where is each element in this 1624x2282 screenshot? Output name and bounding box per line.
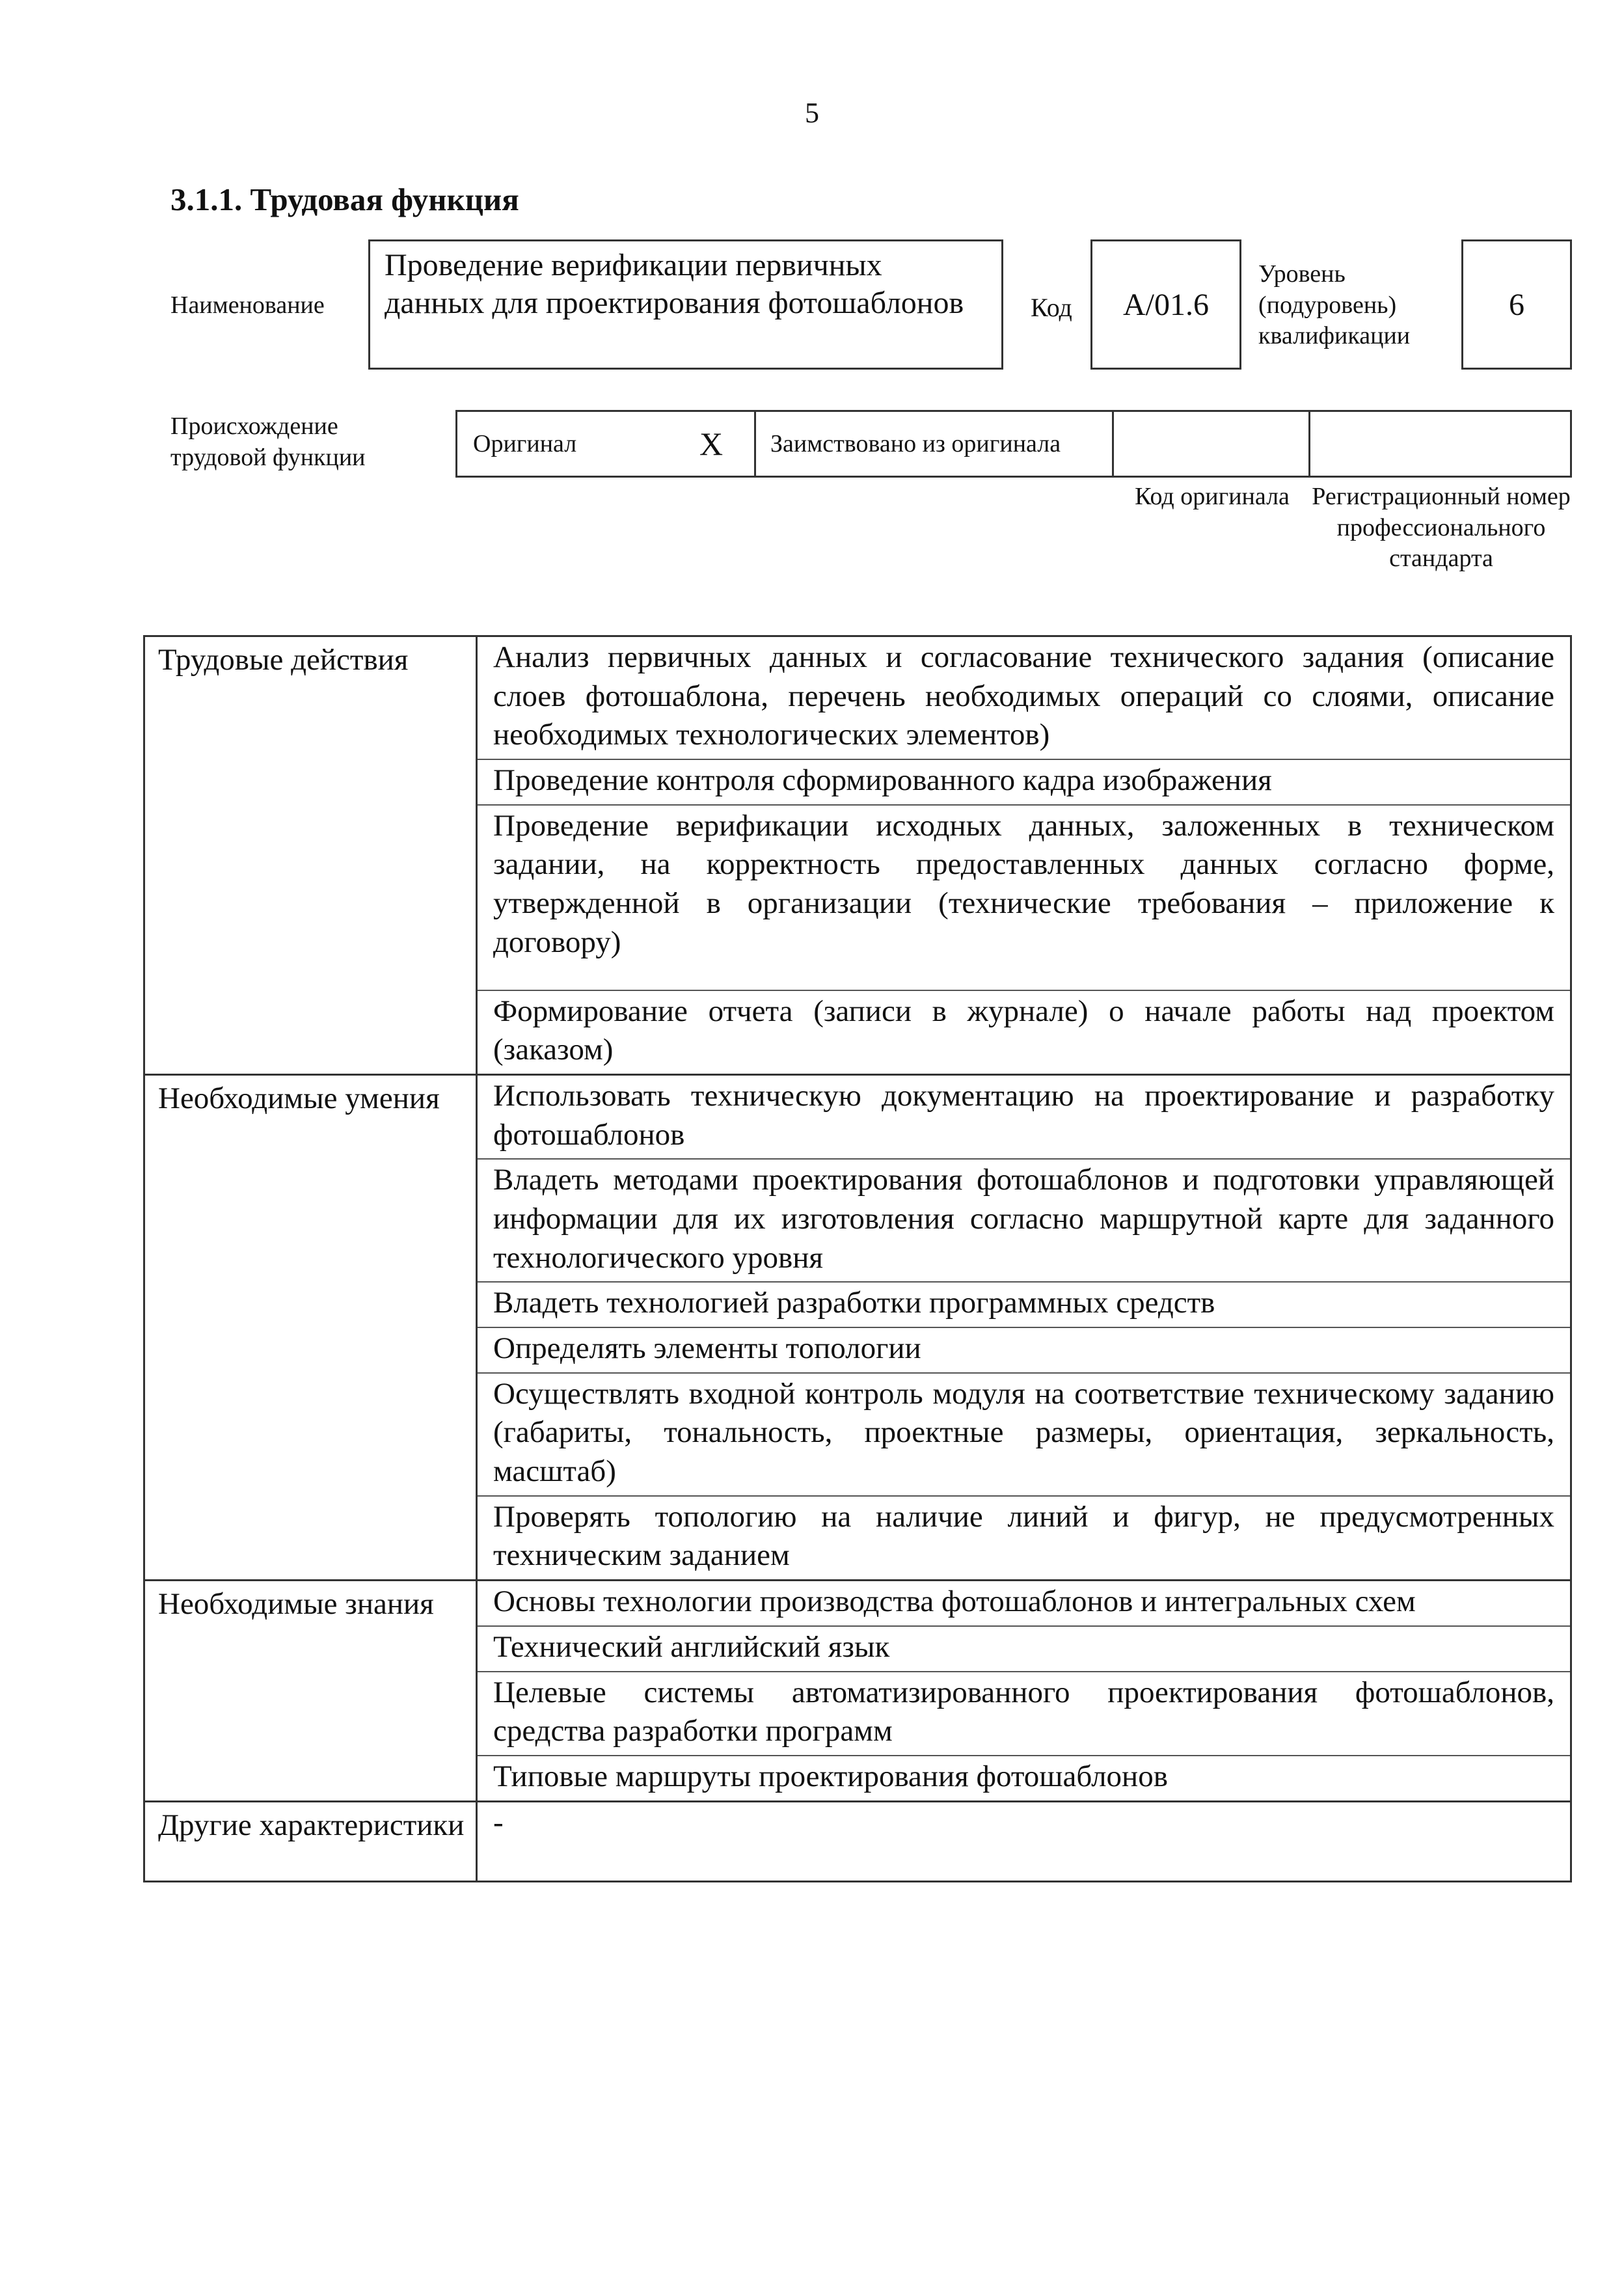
knowledge-item: Целевые системы автоматизированного проектирования фотошаблонов, средства разработки программ (477, 1672, 1571, 1756)
code-original-cell (1114, 410, 1310, 478)
table-row (144, 1581, 1571, 1626)
code-label: Код (1031, 293, 1072, 322)
knowledge-item: Технический английский язык (477, 1626, 1571, 1672)
code-original-caption: Код оригинала (1135, 483, 1290, 510)
knowledge-item: Основы технологии производства фотошаблонов и интегральных схем (477, 1581, 1571, 1626)
borrowed-cell (756, 410, 1114, 478)
table-row (144, 1801, 1571, 1881)
labor-action-item: Проведение контроля сформированного кадра изображения (477, 759, 1571, 805)
original-cell (455, 410, 756, 478)
section-title: 3.1.1. Трудовая функция (170, 182, 519, 217)
function-table (143, 635, 1572, 1882)
knowledge-item: Типовые маршруты проектирования фотошаблонов (477, 1756, 1571, 1801)
original-mark: X (699, 426, 724, 462)
required-skills-label: Необходимые умения (144, 1074, 477, 1580)
table-row (144, 636, 1571, 760)
level-value: 6 (1461, 239, 1572, 370)
skill-item: Владеть технологией разработки программных средств (477, 1282, 1571, 1327)
original-label: Оригинал (473, 430, 577, 457)
skill-item: Использовать техническую документацию на проектирование и разработку фотошаблонов (477, 1074, 1571, 1159)
required-knowledge-label: Необходимые знания (144, 1581, 477, 1801)
code-value: A/01.6 (1090, 239, 1241, 370)
level-label: Уровень (подуровень) квалификации (1258, 260, 1411, 349)
registration-number-cell (1310, 410, 1572, 478)
labor-action-item: Анализ первичных данных и согласование технического задания (описание слоев фотошаблона, перечень необходимых операций со слоями, описание необходимых технологических элементов) (477, 636, 1571, 760)
labor-action-item: Проведение верификации исходных данных, заложенных в техническом задании, на корректность предоставленных данных согласно форме, утвержденной в организации (технические требования – приложение к договору) (477, 805, 1571, 990)
other-characteristics-value: - (477, 1801, 1571, 1881)
skill-item: Проверять топологию на наличие линий и фигур, не предусмотренных техническим заданием (477, 1496, 1571, 1581)
skill-item: Осуществлять входной контроль модуля на соответствие техническому заданию (габариты, тональность, проектные размеры, ориентация, зеркальность, масштаб) (477, 1373, 1571, 1496)
registration-caption: Регистрационный номер профессионального стандарта (1312, 483, 1571, 572)
skill-item: Определять элементы топологии (477, 1327, 1571, 1373)
skill-item: Владеть методами проектирования фотошаблонов и подготовки управляющей информации для их изготовления согласно маршрутной карте для заданного технологического уровня (477, 1159, 1571, 1282)
table-row (144, 1074, 1571, 1159)
page-number: 5 (805, 97, 819, 129)
borrowed-label: Заимствовано из оригинала (770, 430, 1061, 457)
other-characteristics-label: Другие характеристики (144, 1801, 477, 1881)
labor-action-item: Формирование отчета (записи в журнале) о начале работы над проектом (заказом) (477, 990, 1571, 1075)
name-label: Наименование (170, 292, 325, 319)
origin-label: Происхождение трудовой функции (170, 413, 366, 471)
labor-actions-label: Трудовые действия (144, 636, 477, 1075)
name-value: Проведение верификации первичных данных для проектирования фотошаблонов (368, 239, 1003, 370)
